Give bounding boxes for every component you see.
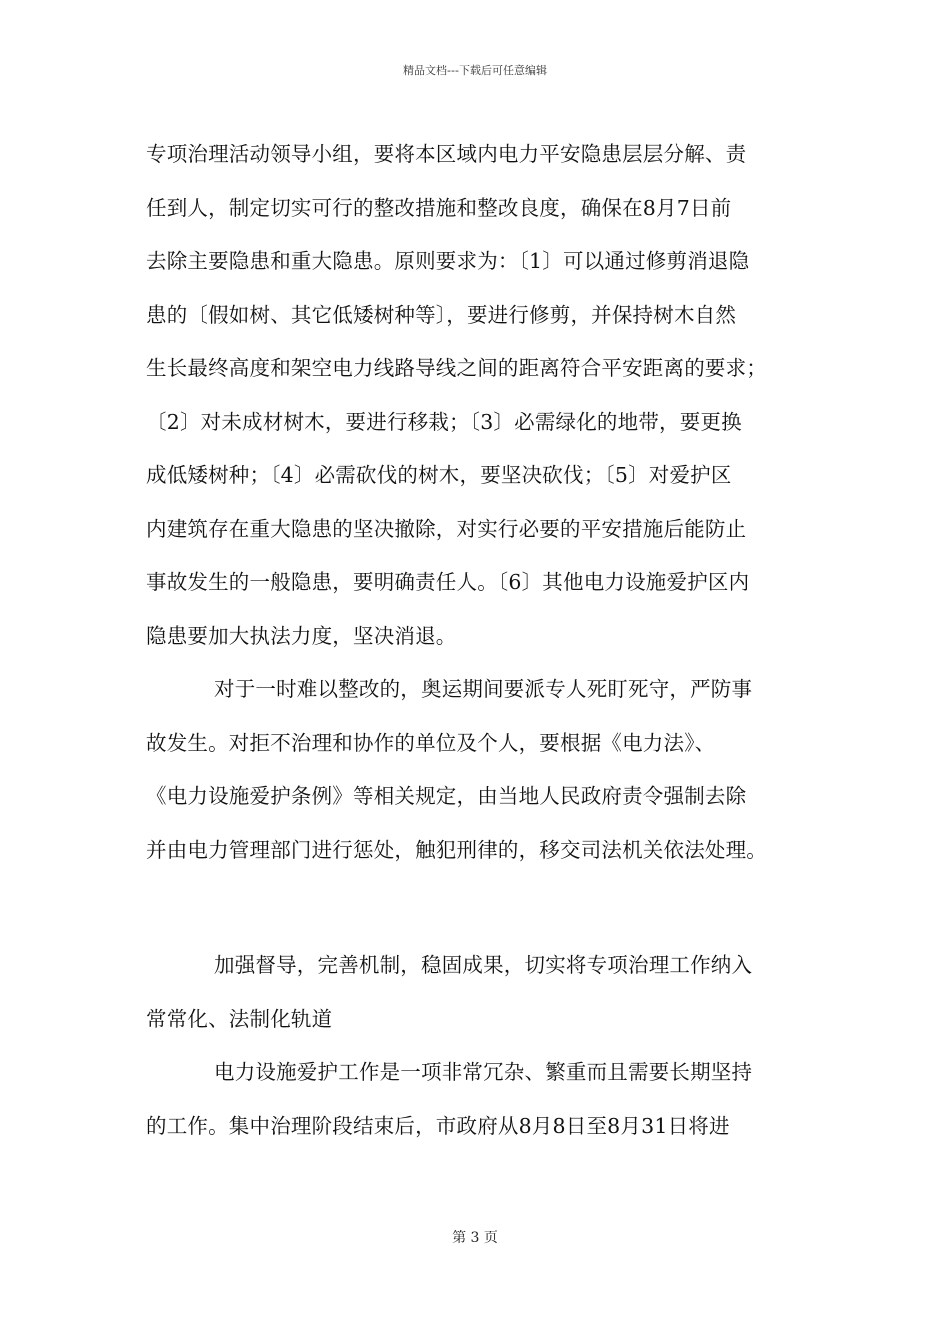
text-line: 故发生。对拒不治理和协作的单位及个人，要根据《电力法》、 <box>146 730 716 755</box>
section-heading <box>146 939 816 1046</box>
text-line: 《电力设施爱护条例》等相关规定，由当地人民政府责令强制去除 <box>146 784 747 808</box>
section-gap <box>146 877 816 939</box>
text-line: 事故发生的一般隐患，要明确责任人。〔6〕其他电力设施爱护区内 <box>146 570 750 594</box>
page-number: 第 3 页 <box>452 1230 498 1246</box>
text-line: 并由电力管理部门进行惩处，触犯刑律的，移交司法机关依法处理。 <box>146 837 767 862</box>
text-line: 隐患要加大执法力度，坚决消退。 <box>146 623 457 648</box>
text-line: 任到人，制定切实可行的整改措施和整改良度，确保在8月7日前 <box>146 195 732 220</box>
text-line: 对于一时难以整改的，奥运期间要派专人死盯死守，严防事 <box>214 677 753 701</box>
text-line: 成低矮树种；〔4〕必需砍伐的树木，要坚决砍伐；〔5〕对爱护区 <box>146 463 732 487</box>
page-header: 精品文档---下载后可任意编辑 <box>403 64 547 77</box>
text-line: 的工作。集中治理阶段结束后，市政府从8月8日至8月31日将进 <box>146 1113 730 1138</box>
text-line: 去除主要隐患和重大隐患。原则要求为：〔1〕可以通过修剪消退隐 <box>146 249 750 273</box>
text-line: 专项治理活动领导小组，要将本区域内电力平安隐患层层分解、责 <box>146 142 747 166</box>
paragraph-3 <box>146 1046 816 1153</box>
paragraph-2 <box>146 663 816 877</box>
text-line: 患的〔假如树、其它低矮树种等〕，要进行修剪，并保持树木自然 <box>146 302 737 327</box>
text-line: 电力设施爱护工作是一项非常冗杂、繁重而且需要长期坚持 <box>214 1060 753 1084</box>
paragraph-1 <box>146 128 816 663</box>
heading-line: 常常化、法制化轨道 <box>146 1006 333 1031</box>
text-line: 生长最终高度和架空电力线路导线之间的距离符合平安距离的要求； <box>146 356 767 380</box>
text-line: 内建筑存在重大隐患的坚决撤除，对实行必要的平安措施后能防止 <box>146 516 747 541</box>
document-body <box>146 128 816 1153</box>
heading-line: 加强督导，完善机制，稳固成果，切实将专项治理工作纳入 <box>214 953 753 977</box>
text-line: 〔2〕对未成材树木，要进行移栽；〔3〕必需绿化的地带，要更换 <box>146 409 742 434</box>
